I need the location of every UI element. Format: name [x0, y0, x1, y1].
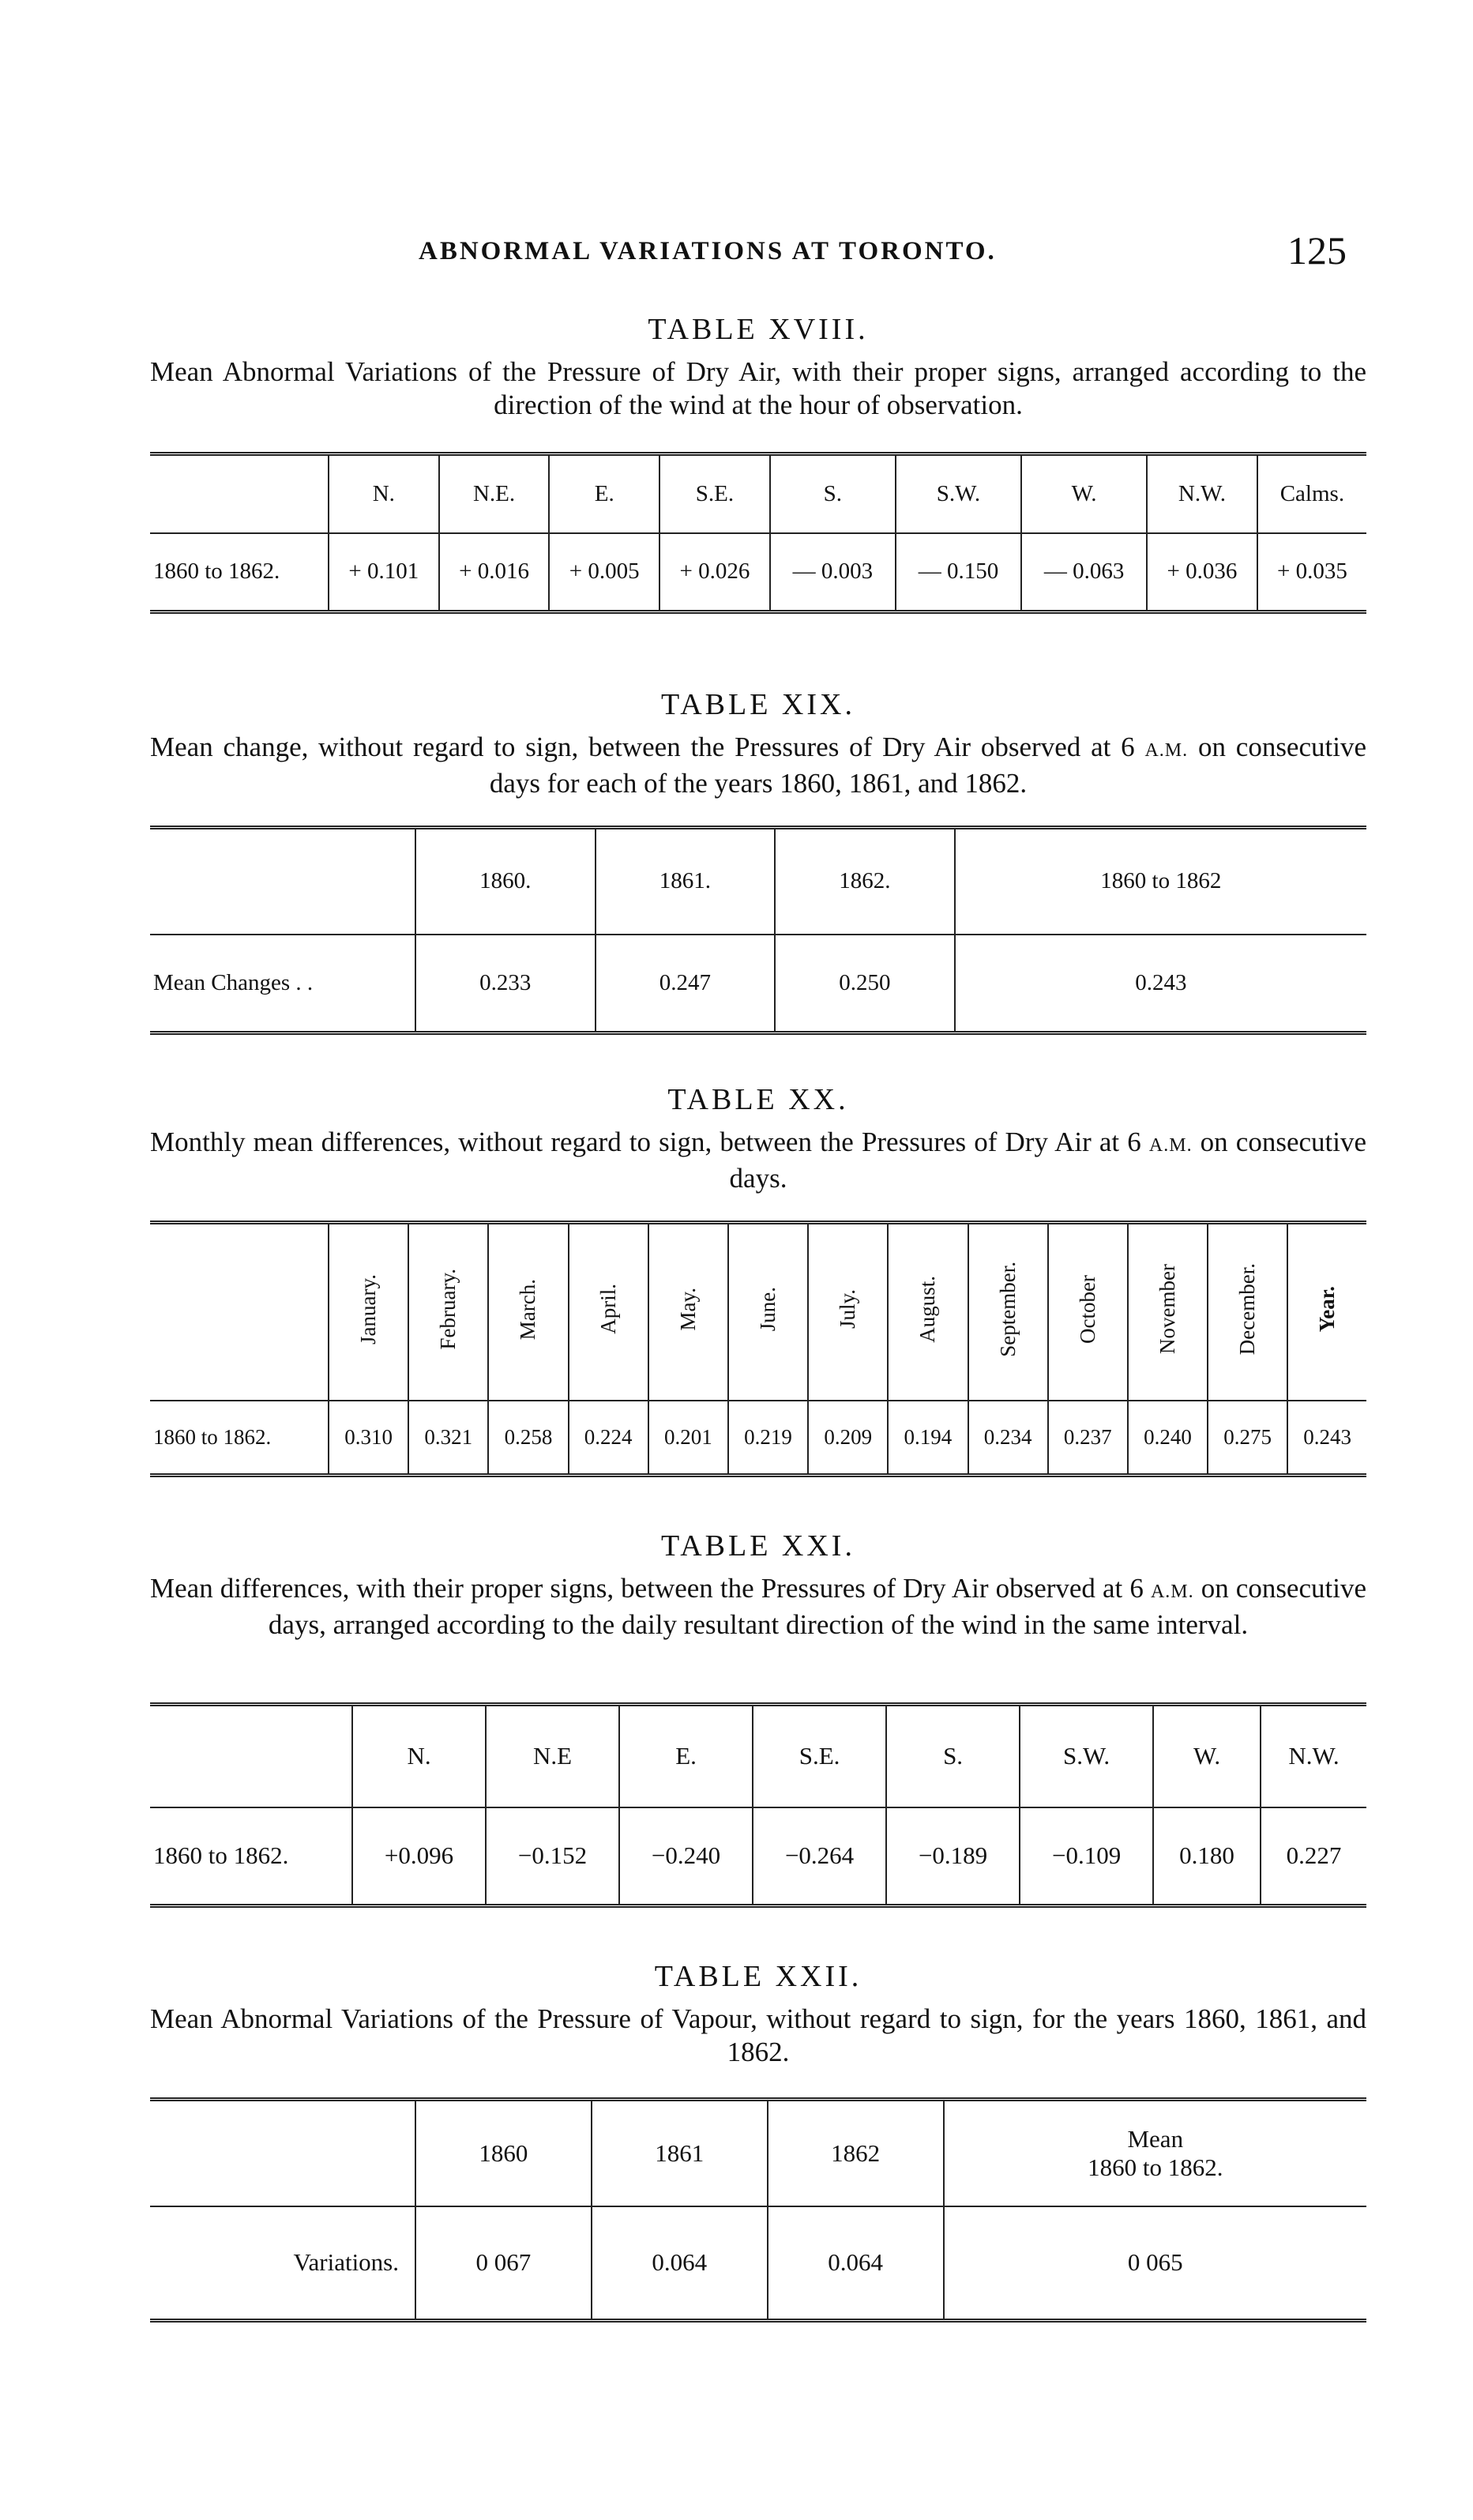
table20-cell: 0.243 — [1287, 1401, 1366, 1476]
table20-cell: 0.209 — [808, 1401, 888, 1476]
table18-col-calms: Calms. — [1257, 454, 1366, 533]
table21-caption: Mean differences, with their proper signs, between the Pressures of Dry Air observed at 6 A.M. on consecutive days, arranged according to the daily resultant direction of the wind in the same interval. — [150, 1573, 1366, 1640]
table18-col-s: S. — [770, 454, 896, 533]
table21-cell: −0.109 — [1020, 1807, 1153, 1906]
table22-caption: Mean Abnormal Variations of the Pressure of Vapour, without regard to sign, for the years 1860, 1861, and 1862. — [150, 2003, 1366, 2067]
table20-cell: 0.275 — [1208, 1401, 1287, 1476]
table21-cell: −0.264 — [753, 1807, 886, 1906]
table18-col-nw: N.W. — [1147, 454, 1257, 533]
table20-col-november: November — [1128, 1223, 1208, 1401]
table18-stub-head — [150, 454, 329, 533]
table19-col-mean: 1860 to 1862 — [955, 828, 1366, 935]
table18-col-n: N. — [329, 454, 439, 533]
table20-cell: 0.201 — [648, 1401, 728, 1476]
table18 — [150, 452, 1366, 614]
table20-col-year: Year. — [1287, 1223, 1366, 1401]
table18-cell: + 0.016 — [439, 533, 550, 612]
table21-col-e: E. — [619, 1705, 753, 1807]
table22-col-mean: Mean 1860 to 1862. — [944, 2100, 1366, 2206]
table19-row-label: Mean Changes . . — [150, 935, 415, 1033]
table22 — [150, 2097, 1366, 2323]
table18-col-sw: S.W. — [896, 454, 1021, 533]
table20-col-july: July. — [808, 1223, 888, 1401]
table21-stub-head — [150, 1705, 352, 1807]
table19-col-1862: 1862. — [775, 828, 955, 935]
running-title: ABNORMAL VARIATIONS AT TORONTO. — [419, 237, 997, 265]
table19-title: TABLE XIX. — [661, 688, 855, 721]
table19-cell: 0.250 — [775, 935, 955, 1033]
table20-cell: 0.194 — [888, 1401, 968, 1476]
table18-cell: + 0.005 — [549, 533, 659, 612]
table20-col-may: May. — [648, 1223, 728, 1401]
table21-cell: −0.152 — [486, 1807, 619, 1906]
table21-title: TABLE XXI. — [661, 1529, 855, 1563]
table22-row-label: Variations. — [150, 2206, 415, 2321]
table18-caption: Mean Abnormal Variations of the Pressure of Dry Air, with their proper signs, arranged according to the direction of the wind at the hour of observation. — [150, 356, 1366, 420]
table21-col-s: S. — [886, 1705, 1020, 1807]
table18-col-e: E. — [549, 454, 659, 533]
table21-col-w: W. — [1153, 1705, 1261, 1807]
table19-col-1861: 1861. — [596, 828, 776, 935]
page-header — [150, 228, 1366, 284]
table22-cell: 0 065 — [944, 2206, 1366, 2321]
table18-cell: + 0.101 — [329, 533, 439, 612]
table21-row-label: 1860 to 1862. — [150, 1807, 352, 1906]
table21-col-ne: N.E — [486, 1705, 619, 1807]
table22-stub-head — [150, 2100, 415, 2206]
table18-cell: + 0.026 — [659, 533, 770, 612]
table20-cell: 0.224 — [569, 1401, 648, 1476]
table20-cell: 0.234 — [968, 1401, 1048, 1476]
table20-col-december: December. — [1208, 1223, 1287, 1401]
table18-cell: — 0.150 — [896, 533, 1021, 612]
table20-col-august: August. — [888, 1223, 968, 1401]
table19-caption: Mean change, without regard to sign, between the Pressures of Dry Air observed at 6 A.M. on consecutive days for each of the years 1860, 1861, and 1862. — [150, 732, 1366, 799]
table22-col-1860: 1860 — [415, 2100, 592, 2206]
table21 — [150, 1702, 1366, 1908]
table18-cell: + 0.036 — [1147, 533, 1257, 612]
table18-title: TABLE XVIII. — [648, 313, 869, 346]
table21-cell: −0.189 — [886, 1807, 1020, 1906]
table21-col-nw: N.W. — [1261, 1705, 1366, 1807]
table18-cell: + 0.035 — [1257, 533, 1366, 612]
table18-col-w: W. — [1021, 454, 1147, 533]
table20-cell: 0.310 — [329, 1401, 408, 1476]
table20-col-march: March. — [488, 1223, 568, 1401]
table21-cell: 0.180 — [1153, 1807, 1261, 1906]
table20-cell: 0.258 — [488, 1401, 568, 1476]
table20-col-october: October — [1048, 1223, 1128, 1401]
table18-col-se: S.E. — [659, 454, 770, 533]
table21-col-n: N. — [352, 1705, 486, 1807]
table22-cell: 0.064 — [768, 2206, 944, 2321]
table22-col-1861: 1861 — [592, 2100, 768, 2206]
table18-row-label: 1860 to 1862. — [150, 533, 329, 612]
table21-col-sw: S.W. — [1020, 1705, 1153, 1807]
table20-title: TABLE XX. — [667, 1083, 849, 1116]
table20-col-april: April. — [569, 1223, 648, 1401]
table19 — [150, 826, 1366, 1035]
table19-cell: 0.243 — [955, 935, 1366, 1033]
table19-cell: 0.233 — [415, 935, 596, 1033]
table20-cell: 0.240 — [1128, 1401, 1208, 1476]
table20-cell: 0.321 — [408, 1401, 488, 1476]
table18-col-ne: N.E. — [439, 454, 550, 533]
table21-col-se: S.E. — [753, 1705, 886, 1807]
table20-col-september: September. — [968, 1223, 1048, 1401]
table21-cell: 0.227 — [1261, 1807, 1366, 1906]
table20-col-june: June. — [728, 1223, 808, 1401]
table21-cell: +0.096 — [352, 1807, 486, 1906]
table22-cell: 0 067 — [415, 2206, 592, 2321]
table20-col-january: January. — [329, 1223, 408, 1401]
table18-cell: — 0.003 — [770, 533, 896, 612]
table20-caption: Monthly mean differences, without regard to sign, between the Pressures of Dry Air at 6 A.M. on consecutive days. — [150, 1126, 1366, 1194]
table22-title: TABLE XXII. — [654, 1960, 862, 1993]
table20 — [150, 1221, 1366, 1477]
table22-cell: 0.064 — [592, 2206, 768, 2321]
table20-cell: 0.219 — [728, 1401, 808, 1476]
table20-stub-head — [150, 1223, 329, 1401]
table19-stub-head — [150, 828, 415, 935]
table22-col-1862: 1862 — [768, 2100, 944, 2206]
table20-row-label: 1860 to 1862. — [150, 1401, 329, 1476]
table20-cell: 0.237 — [1048, 1401, 1128, 1476]
page-number: 125 — [1287, 228, 1347, 273]
table19-cell: 0.247 — [596, 935, 776, 1033]
table18-cell: — 0.063 — [1021, 533, 1147, 612]
table19-col-1860: 1860. — [415, 828, 596, 935]
table21-cell: −0.240 — [619, 1807, 753, 1906]
table20-col-february: February. — [408, 1223, 488, 1401]
